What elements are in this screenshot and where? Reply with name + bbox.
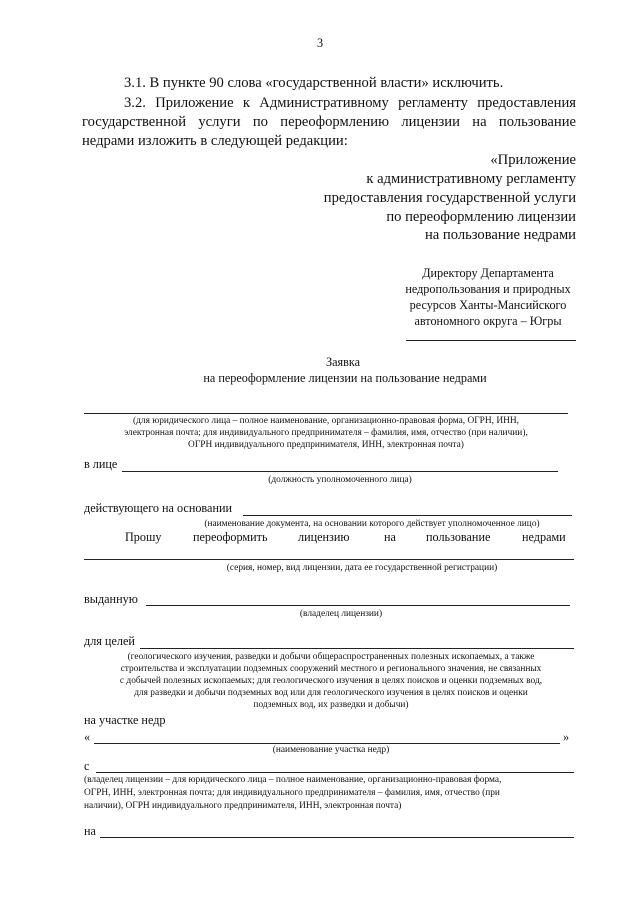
- site-quote-open: «: [84, 730, 91, 744]
- addressee-line-4: автономного округа – Югры: [414, 314, 562, 328]
- owner-hint-2: ОГРН, ИНН, электронная почта; для индивидуального предпринимателя – фамилия, имя, отчество (при: [84, 788, 500, 798]
- purpose-hint-4: для разведки и добычи подземных вод или для геологического изучения в целях поисков и оценки: [134, 688, 528, 698]
- annex-line-3: предоставления государственной услуги: [323, 190, 576, 206]
- purpose-field[interactable]: [140, 648, 574, 649]
- addressee-line-1: Директору Департамента: [422, 266, 554, 280]
- acting-hint: (наименование документа, на основании которого действует уполномоченное лицо): [204, 519, 540, 529]
- request-word-4: на: [384, 530, 396, 544]
- annex-line-4: по переоформлению лицензии: [386, 209, 576, 225]
- applicant-hint-1: (для юридического лица – полное наименование, организационно-правовая форма, ОГРН, ИНН,: [133, 416, 519, 426]
- page-number: 3: [316, 36, 324, 50]
- purpose-label: для целей: [84, 634, 135, 648]
- paragraph-3-2-line-1: 3.2. Приложение к Административному регламенту предоставления: [124, 95, 576, 111]
- addressee-signature-line: [406, 340, 576, 341]
- annex-line-2: к административному регламенту: [366, 171, 576, 187]
- form-subtitle: на переоформление лицензии на пользование недрами: [203, 371, 487, 385]
- addressee-line-3: ресурсов Ханты-Мансийского: [409, 298, 567, 312]
- addressee-line-2: недропользования и природных: [405, 282, 571, 296]
- request-word-6: недрами: [522, 530, 566, 544]
- license-hint: (серия, номер, вид лицензии, дата ее государственной регистрации): [226, 563, 498, 573]
- in-person-label: в лице: [84, 457, 118, 471]
- site-field[interactable]: [94, 743, 560, 744]
- site-quote-close: »: [563, 730, 570, 744]
- paragraph-3-1: 3.1. В пункте 90 слова «государственной власти» исключить.: [124, 75, 504, 91]
- applicant-hint-3: ОГРН индивидуального предпринимателя, ИНН, электронная почта): [188, 440, 464, 450]
- site-hint: (наименование участка недр): [272, 745, 390, 755]
- paragraph-3-2-line-3: недрами изложить в следующей редакции:: [82, 133, 348, 149]
- site-label: на участке недр: [84, 713, 166, 727]
- from-label: с: [84, 759, 90, 773]
- owner-hint-3: наличии), ОГРН индивидуального предпринимателя, ИНН, электронная почта): [84, 801, 402, 811]
- purpose-hint-5: подземных вод, их разведки и добычи): [253, 700, 409, 710]
- request-word-3: лицензию: [298, 530, 350, 544]
- acting-label: действующего на основании: [84, 501, 233, 515]
- in-person-hint: (должность уполномоченного лица): [268, 475, 412, 485]
- purpose-hint-3: с добычей полезных ископаемых; для геологического изучения в целях поисков и оценки подземных вод,: [119, 676, 543, 686]
- request-word-1: Прошу: [125, 530, 162, 544]
- paragraph-3-2-line-2: государственной услуги по переоформлению лицензии на пользование: [82, 114, 576, 130]
- request-word-5: пользование: [426, 530, 491, 544]
- applicant-field[interactable]: [84, 413, 568, 414]
- to-label: на: [84, 824, 96, 838]
- request-word-2: переоформить: [193, 530, 268, 544]
- issued-label: выданную: [84, 592, 138, 606]
- issued-field[interactable]: [146, 605, 570, 606]
- annex-line-1: «Приложение: [490, 152, 576, 168]
- form-title: Заявка: [325, 355, 361, 369]
- license-field[interactable]: [84, 559, 574, 560]
- to-field[interactable]: [100, 837, 574, 838]
- issued-hint: (владелец лицензии): [299, 609, 383, 619]
- applicant-hint-2: электронная почта; для индивидуального предпринимателя – фамилия, имя, отчество (при наличии),: [124, 428, 528, 438]
- purpose-hint-2: строительства и эксплуатации подземных сооружений местного и регионального значения, не связанных: [120, 664, 542, 674]
- purpose-hint-1: (геологического изучения, разведки и добычи общераспространенных полезных ископаемых, а также: [127, 652, 535, 662]
- owner-field[interactable]: [96, 772, 574, 773]
- owner-hint-1: (владелец лицензии – для юридического лица – полное наименование, организационно-правовая форма,: [84, 775, 502, 785]
- acting-field[interactable]: [243, 515, 572, 516]
- annex-line-5: на пользование недрами: [424, 227, 576, 243]
- in-person-field[interactable]: [122, 471, 558, 472]
